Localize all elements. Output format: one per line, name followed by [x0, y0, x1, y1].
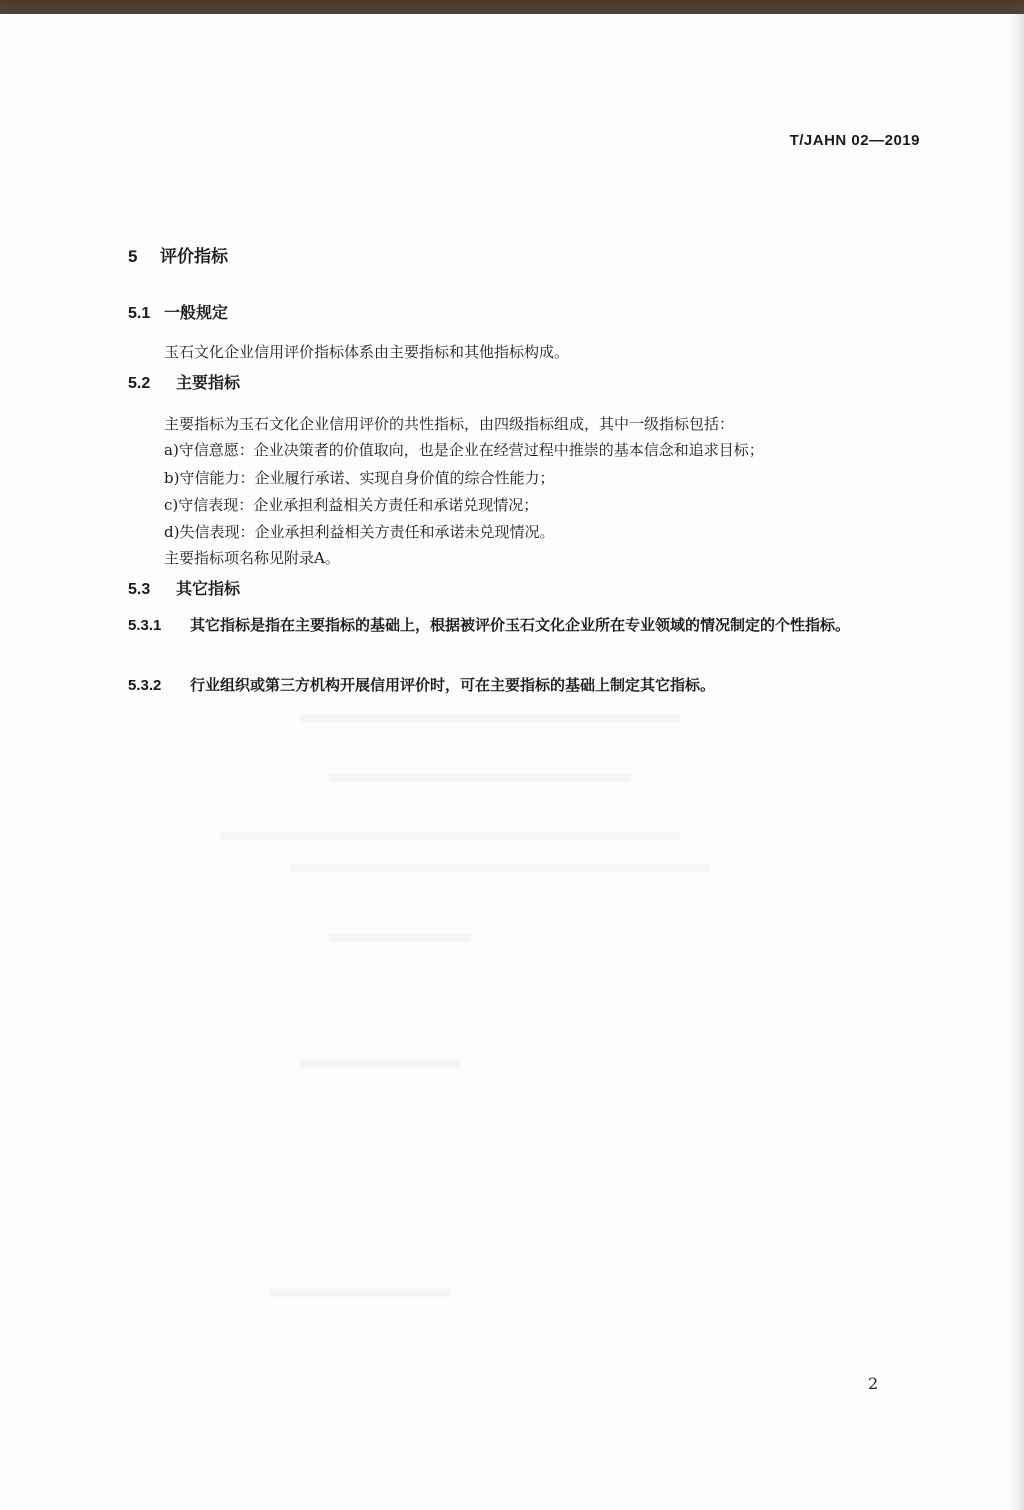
- list-item-b: b)守信能力：企业履行承诺、实现自身价值的综合性能力；: [164, 469, 555, 487]
- section-5-1-text: 玉石文化企业信用评价指标体系由主要指标和其他指标构成。: [164, 343, 570, 361]
- section-5-2-number: 5.2: [128, 375, 151, 392]
- clause-5-3-1-number: 5.3.1: [128, 617, 162, 634]
- section-5-2-title: 主要指标: [176, 375, 241, 392]
- section-5-1-number: 5.1: [128, 305, 151, 322]
- show-through-line: [290, 864, 710, 872]
- section-5-2-heading: [128, 370, 240, 393]
- list-item-a: a)守信意愿：企业决策者的价值取向，也是企业在经营过程中推崇的基本信念和追求目标；: [164, 441, 764, 459]
- list-item-d: d)失信表现：企业承担利益相关方责任和承诺未兑现情况。: [164, 523, 555, 541]
- appendix-note: 主要指标项名称见附录A。: [164, 549, 340, 567]
- show-through-line: [330, 774, 630, 782]
- section-5-3-number: 5.3: [128, 581, 151, 598]
- show-through-line: [300, 714, 680, 722]
- section-5-heading: [128, 242, 228, 267]
- standard-code: T/JAHN 02—2019: [789, 132, 920, 149]
- clause-5-3-2-number: 5.3.2: [128, 677, 162, 694]
- section-5-3-heading: [128, 576, 240, 599]
- section-5-1-title: 一般规定: [164, 305, 229, 322]
- section-5-number: 5: [128, 247, 138, 266]
- show-through-line: [300, 1059, 460, 1067]
- section-5-3-title: 其它指标: [176, 581, 241, 598]
- clause-5-3-1: [128, 610, 908, 641]
- section-5-2-intro: 主要指标为玉石文化企业信用评价的共性指标，由四级指标组成，其中一级指标包括：: [164, 415, 735, 433]
- clause-5-3-1-text: 其它指标是指在主要指标的基础上，根据被评价玉石文化企业所在专业领域的情况制定的个性指标。: [190, 616, 851, 634]
- clause-5-3-2: [128, 670, 908, 701]
- section-5-1-heading: [128, 300, 228, 323]
- page-number: 2: [868, 1374, 879, 1393]
- list-item-c: c)守信表现：企业承担利益相关方责任和承诺兑现情况；: [164, 496, 539, 514]
- clause-5-3-2-text: 行业组织或第三方机构开展信用评价时，可在主要指标的基础上制定其它指标。: [190, 676, 716, 694]
- show-through-line: [330, 934, 470, 942]
- show-through-line: [270, 1289, 450, 1297]
- document-page: [0, 14, 1024, 1510]
- section-5-title: 评价指标: [160, 247, 228, 266]
- show-through-line: [220, 832, 680, 840]
